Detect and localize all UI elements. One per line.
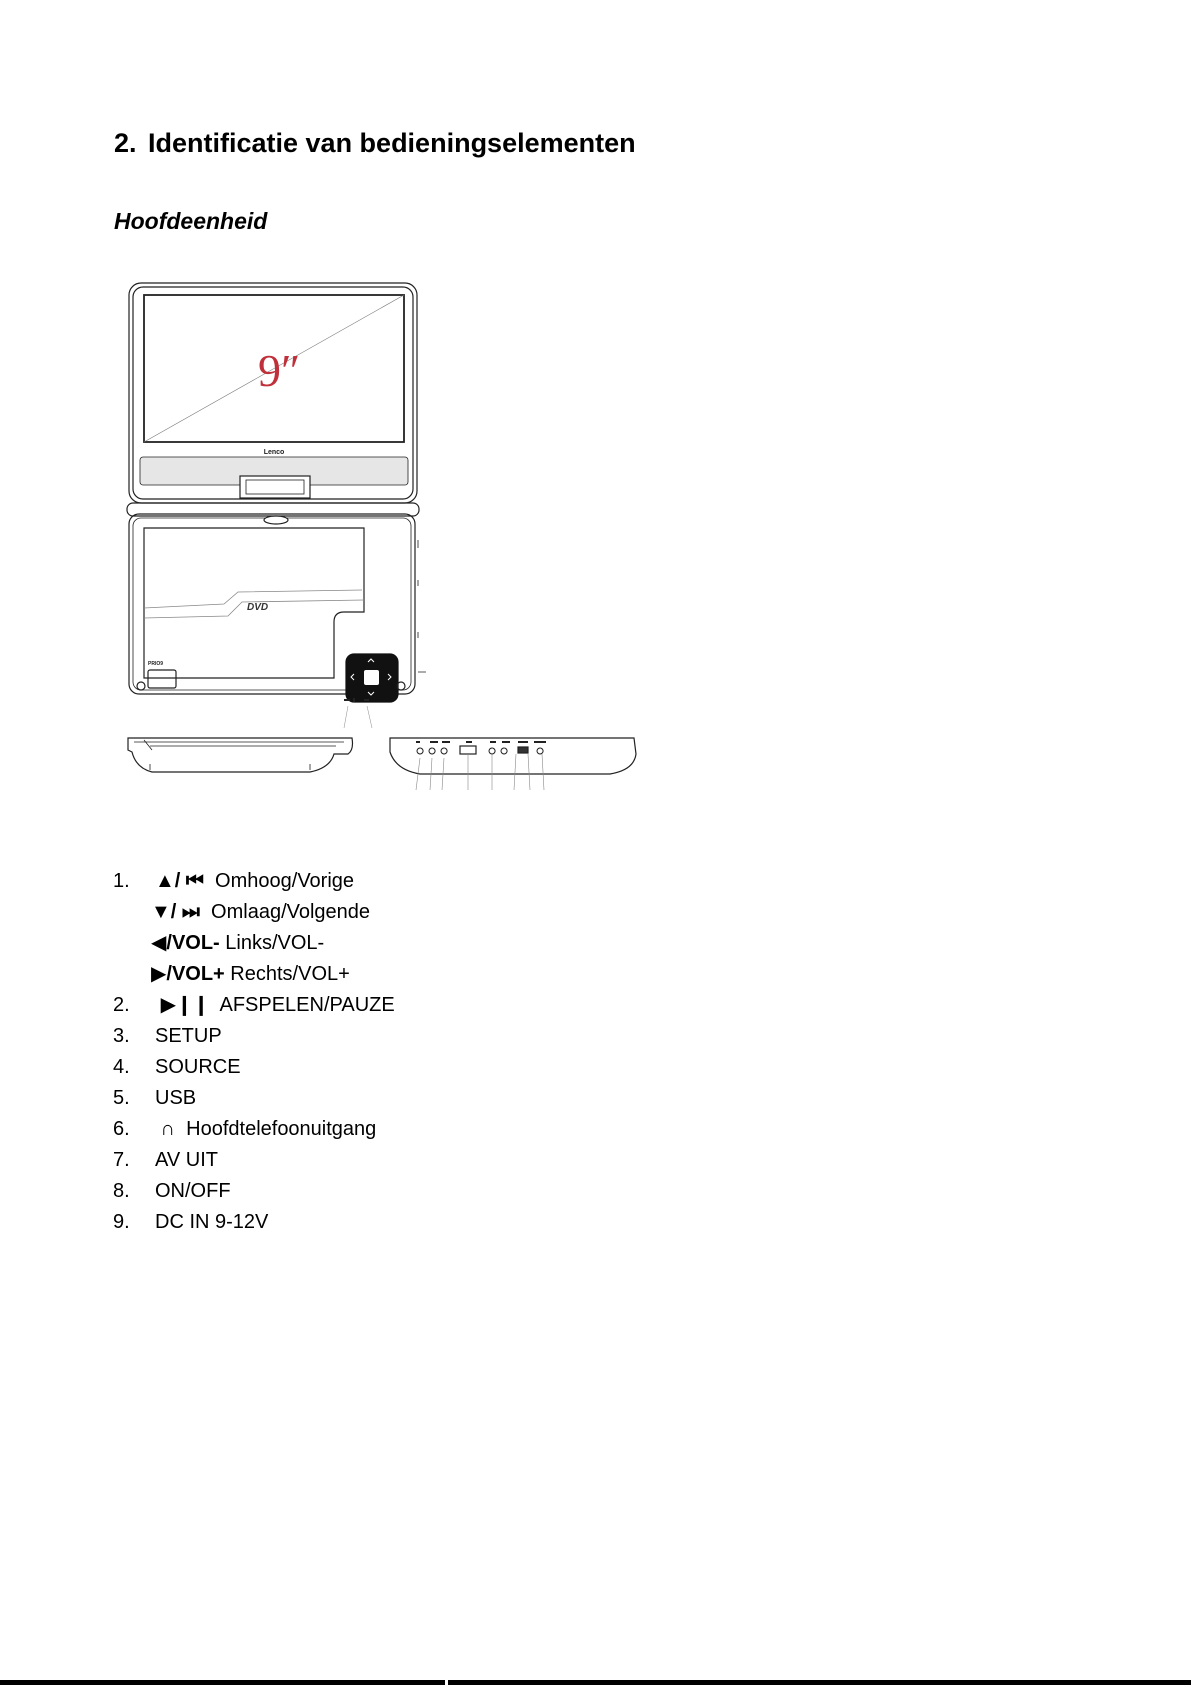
section-title: Identificatie van bedieningselementen	[148, 128, 636, 158]
page-bottom-rule	[0, 1680, 1191, 1685]
side-view-left	[128, 738, 353, 772]
up-prev-icon: ▲/ ⏮	[155, 870, 204, 892]
legend-number: 1.	[113, 870, 130, 892]
legend-number: 8.	[113, 1180, 130, 1202]
legend-number: 7.	[113, 1149, 130, 1171]
legend-text: Rechts/VOL+	[230, 963, 350, 985]
usb-port	[460, 746, 476, 754]
legend-number: 9.	[113, 1211, 130, 1233]
power-switch	[518, 747, 528, 753]
foot-left	[137, 682, 145, 690]
device-illustration	[120, 280, 640, 840]
model-label: PRIO9	[148, 661, 164, 667]
side-view-right	[390, 738, 636, 774]
legend-text: USB	[155, 1087, 197, 1109]
legend-text: SOURCE	[155, 1056, 241, 1078]
legend-number: 3.	[113, 1025, 130, 1047]
legend-text: DC IN 9-12V	[155, 1211, 269, 1233]
down-next-icon: ▼/ ⏭	[151, 901, 200, 923]
dvd-logo: DVD	[247, 602, 269, 613]
play-pause-icon: ▶❙❙	[160, 994, 210, 1016]
legend-text: Links/VOL-	[225, 932, 325, 954]
nav-pad-center	[364, 670, 379, 685]
left-vol-down-icon: ◀/VOL-	[151, 932, 220, 954]
swivel	[264, 516, 288, 524]
legend-number: 2.	[113, 994, 130, 1016]
legend-text: AV UIT	[155, 1149, 218, 1171]
headphones-icon: ∩	[160, 1118, 176, 1140]
screen-size-label: 9″	[258, 345, 301, 396]
legend-number: 5.	[113, 1087, 130, 1109]
legend-number: 4.	[113, 1056, 130, 1078]
section-heading	[114, 128, 636, 159]
section-number: 2.	[114, 128, 137, 158]
legend-text: Omlaag/Volgende	[211, 901, 371, 923]
callout-lines-side	[416, 754, 544, 790]
side-jack-marks	[418, 540, 426, 672]
eject-button	[148, 670, 176, 688]
legend-number: 6.	[113, 1118, 130, 1140]
right-vol-up-icon: ▶/VOL+	[151, 963, 225, 985]
callout-lines-front	[344, 706, 372, 728]
side-view-left-detail	[134, 740, 344, 770]
legend-text: ON/OFF	[155, 1180, 231, 1202]
legend-text: SETUP	[155, 1025, 222, 1047]
section-subtitle: Hoofdeenheid	[114, 208, 268, 234]
hinge-inner	[246, 480, 304, 494]
legend-text: AFSPELEN/PAUZE	[219, 994, 395, 1016]
legend-text: Omhoog/Vorige	[215, 870, 355, 892]
legend-text: Hoofdtelefoonuitgang	[186, 1118, 377, 1140]
brand-label: Lenco	[263, 449, 285, 456]
